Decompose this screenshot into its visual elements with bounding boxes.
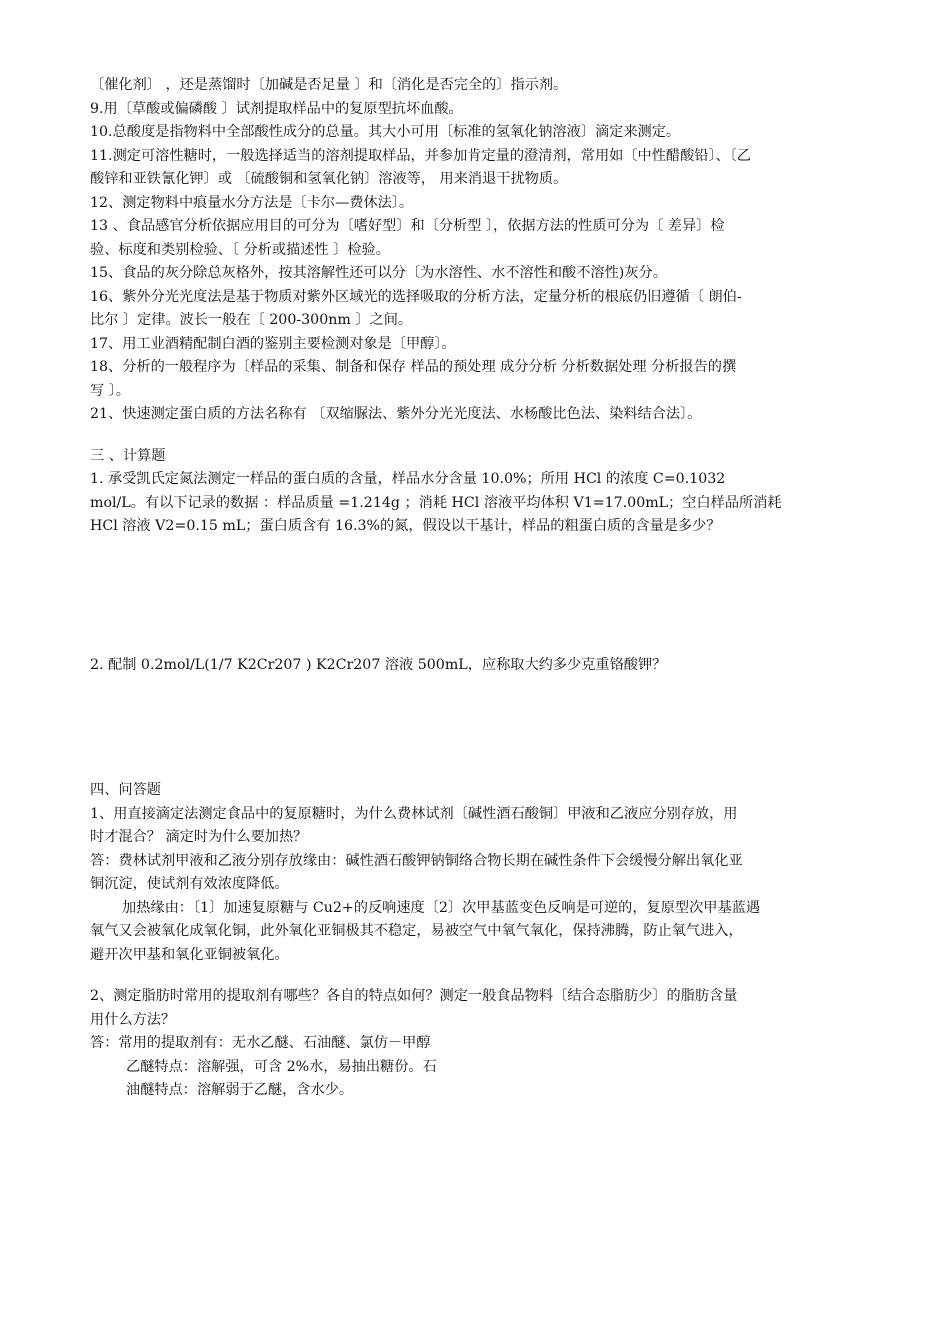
fill-in-line: 15、食品的灰分除总灰格外，按其溶解性还可以分〔为水溶性、水不溶性和酸不溶性)灰分。 bbox=[90, 265, 667, 281]
fill-in-line: 18、分析的一般程序为〔样品的采集、制备和保存 样品的预处理 成分分析 分析数据处理 分析报告的撰 bbox=[90, 359, 737, 375]
qa-answer-1-heating-line: 避开次甲基和氧化亚铜被氧化。 bbox=[90, 946, 289, 963]
fill-in-line: 〔催化剂〕 ，还是蒸馏时〔加碱是否足量 〕和〔消化是否完全的〕指示剂。 bbox=[90, 77, 568, 93]
qa-answer-2-detail-line: 油醚特点：溶解弱于乙醚，含水少。 bbox=[126, 1082, 354, 1098]
fill-in-line: 17、用工业酒精配制白酒的鉴别主要检测对象是〔甲醇〕。 bbox=[90, 335, 456, 352]
fill-in-section bbox=[90, 74, 880, 427]
qa-section bbox=[90, 779, 880, 1103]
spacer bbox=[90, 967, 880, 985]
fill-in-line: 10.总酸度是指物料中全部酸性成分的总量。其大小可用〔标准的氢氧化钠溶液〕滴定来测定。 bbox=[90, 124, 681, 140]
qa-answer-2-line: 答：常用的提取剂有：无水乙醚、石油醚、氯仿－甲醇 bbox=[90, 1035, 431, 1051]
qa-answer-1-line: 答：费林试剂甲液和乙液分别存放缘由：碱性酒石酸钾钠铜络合物长期在碱性条件下会缓慢分解出氧化亚 bbox=[90, 852, 743, 869]
section-heading-calc: 三 、计算题 bbox=[90, 447, 166, 464]
calc-question-1-line: 1. 承受凯氏定氮法测定一样品的蛋白质的含量，样品水分含量 10.0%；所用 HCl 的浓度 C=0.1032 bbox=[90, 471, 726, 487]
qa-question-1-line: 时才混合？ 滴定时为什么要加热？ bbox=[90, 829, 308, 845]
calc-question-1-line: HCl 溶液 V2=0.15 mL；蛋白质含有 16.3%的氮，假设以干基计，样品的粗蛋白质的含量是多少？ bbox=[90, 518, 721, 534]
qa-answer-1-heating-line: 氧气又会被氧化成氧化铜，此外氧化亚铜极其不稳定，易被空气中氧气氧化，保持沸腾，防止氧气进入， bbox=[90, 923, 743, 939]
qa-answer-2-detail-line: 乙醚特点：溶解强，可含 2%水，易抽出糖份。石 bbox=[126, 1058, 437, 1075]
section-heading-qa: 四、问答题 bbox=[90, 782, 161, 798]
fill-in-line: 写 〕。 bbox=[90, 382, 130, 399]
fill-in-line: 16、紫外分光光度法是基于物质对紫外区域光的选择吸取的分析方法，定量分析的根底仍旧遵循〔 朗伯- bbox=[90, 288, 742, 305]
qa-answer-1-heating-line: 加热缘由：〔1〕加速复原糖与 Cu2+的反响速度〔2〕次甲基蓝变色反响是可逆的，复原型次甲基蓝遇 bbox=[122, 899, 761, 916]
qa-answer-1-line: 铜沉淀，使试剂有效浓度降低。 bbox=[90, 876, 289, 892]
calc-question-1-line: mol/L。有以下记录的数据 ：样品质量 =1.214g ；消耗 HCl 溶液平均体积 V1=17.00mL；空白样品所消耗 bbox=[90, 494, 782, 511]
fill-in-line: 9.用〔草酸或偏磷酸 〕试剂提取样品中的复原型抗坏血酸。 bbox=[90, 100, 463, 117]
document-page bbox=[90, 74, 880, 1103]
qa-question-2-line: 用什么方法？ bbox=[90, 1011, 176, 1028]
fill-in-line: 11.测定可溶性糖时，一般选择适当的溶剂提取样品，并参加肯定量的澄清剂，常用如〔中性醋酸铅〕、〔乙 bbox=[90, 147, 751, 164]
answer-space bbox=[90, 539, 880, 654]
calc-question-2: 2. 配制 0.2mol/L(1/7 K2Cr207 ) K2Cr207 溶液 500mL，应称取大约多少克重铬酸钾？ bbox=[90, 656, 667, 673]
fill-in-line: 13 、食品感官分析依据应用目的可分为〔嗜好型〕和〔分析型 〕，依据方法的性质可分为〔 差异〕检 bbox=[90, 218, 725, 234]
fill-in-line: 验、标度和类别检验、〔 分析或描述性 〕检验。 bbox=[90, 241, 390, 258]
answer-space bbox=[90, 677, 880, 779]
fill-in-line: 酸锌和亚铁氰化钾〕或 〔硫酸铜和氢氧化钠〕溶液等， 用来消退干扰物质。 bbox=[90, 171, 568, 187]
fill-in-line: 比尔 〕定律。波长一般在〔 200-300nm 〕之间。 bbox=[90, 312, 413, 328]
calc-section bbox=[90, 445, 880, 780]
fill-in-line: 21、快速测定蛋白质的方法名称有 〔双缩脲法、紫外分光光度法、水杨酸比色法、染料结合法〕。 bbox=[90, 406, 702, 422]
qa-question-1-line: 1、用直接滴定法测定食品中的复原糖时，为什么费林试剂〔碱性酒石酸铜〕甲液和乙液应分别存放，用 bbox=[90, 805, 738, 822]
fill-in-line: 12、测定物料中痕量水分方法是〔卡尔—费休法〕。 bbox=[90, 194, 414, 211]
qa-question-2-line: 2、测定脂肪时常用的提取剂有哪些？各自的特点如何？测定一般食品物料〔结合态脂肪少〕的脂肪含量 bbox=[90, 988, 738, 1004]
